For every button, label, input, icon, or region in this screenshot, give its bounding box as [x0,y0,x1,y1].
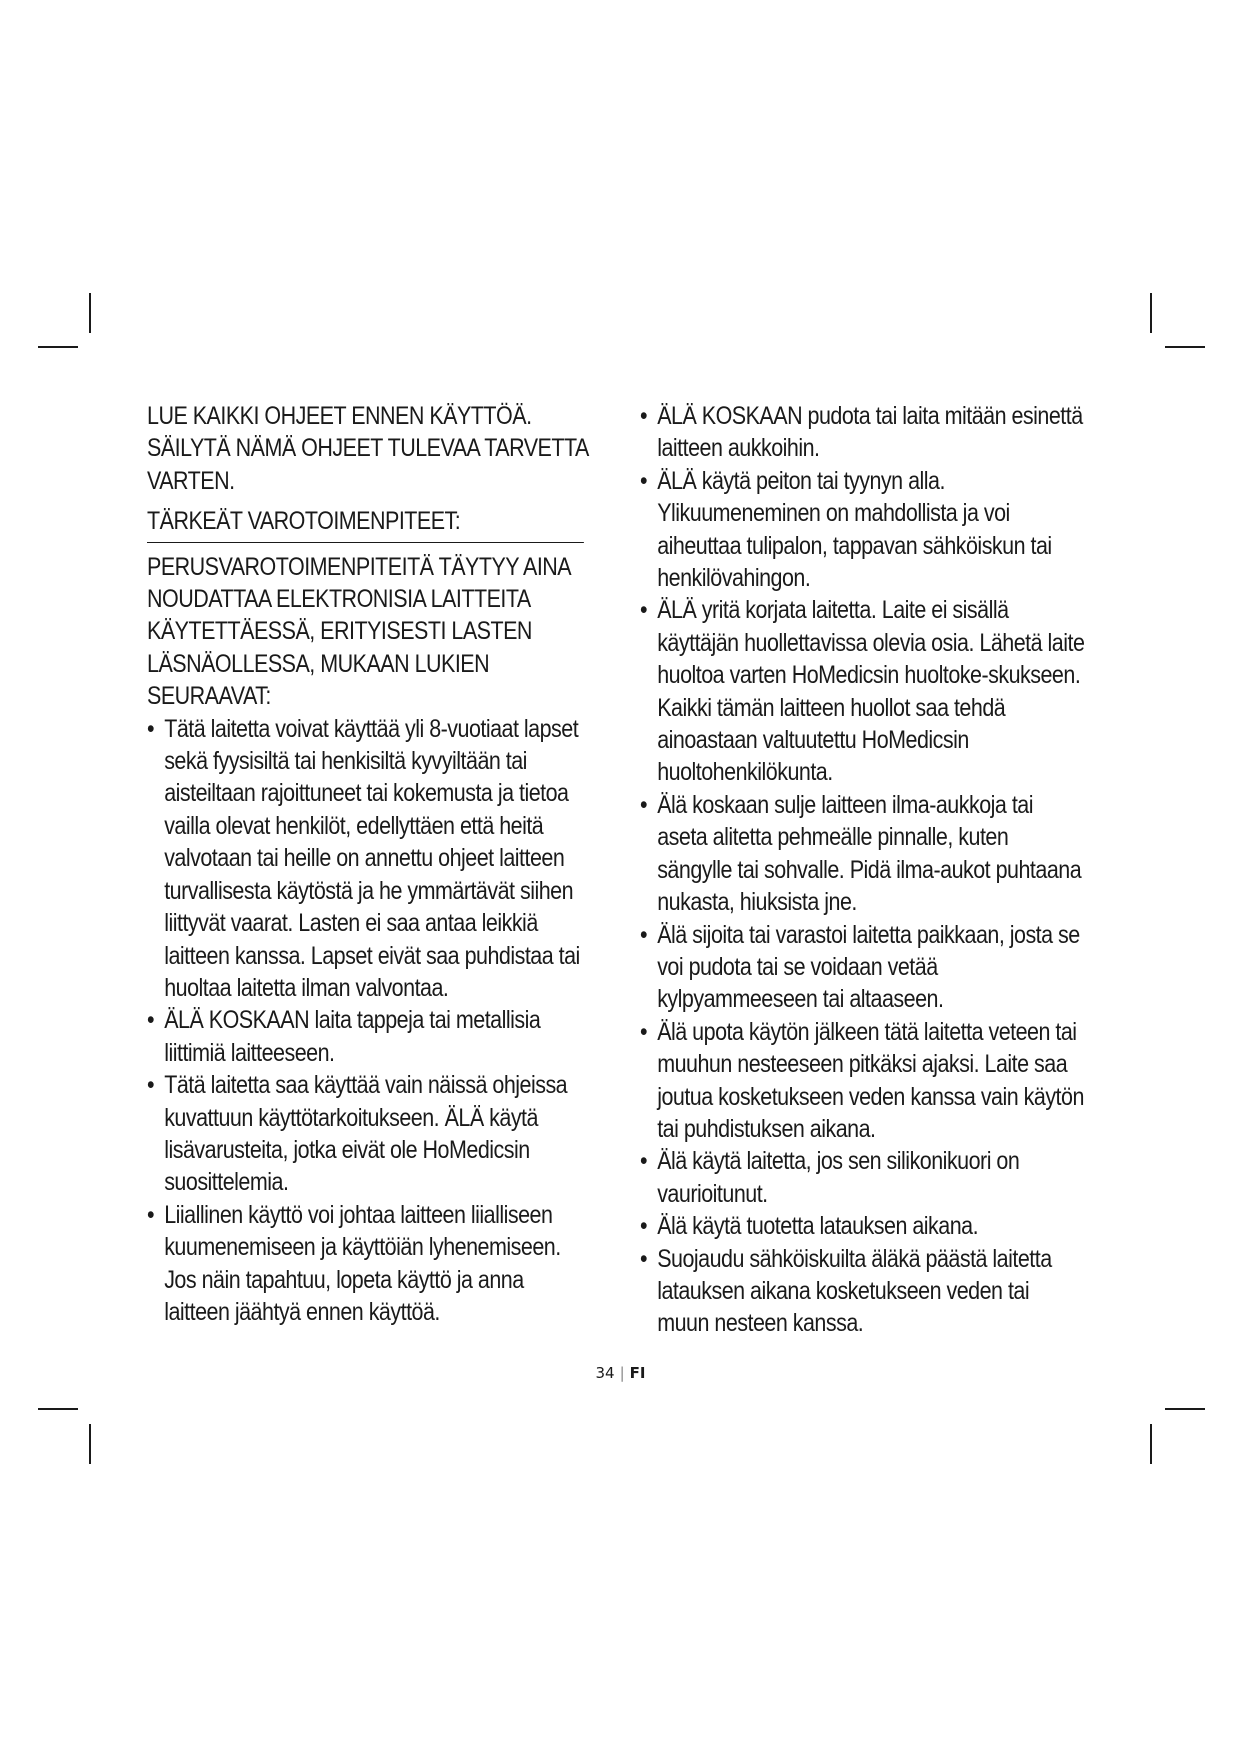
list-item: • Liiallinen käyttö voi johtaa laitteen liialliseen kuumenemiseen ja käyttöiän lyhenemiseen. Jos näin tapahtuu, lopeta käyttö ja anna laitteen jäähtyä ennen käyttöä. [147,1200,561,1326]
crop-mark-bottom-left-vertical [89,1424,91,1464]
bullet-icon: • [640,402,648,430]
page-number: 34 [595,1364,615,1382]
bullet-icon: • [147,1071,155,1100]
crop-mark-top-left-vertical [89,293,91,333]
page-footer [0,1364,1241,1382]
list-item: • Älä käytä laitetta, jos sen silikonikuori on vaurioitunut. [640,1147,1020,1208]
list-item: • ÄLÄ käytä peiton tai tyynyn alla. Ylikuumeneminen on mahdollista ja voi aiheuttaa tulipalon, tappavan sähköiskun tai henkilövahingon. [640,466,1052,593]
bullet-icon: • [640,1147,648,1176]
language-code: FI [629,1364,646,1382]
footer-separator: | [619,1364,625,1382]
bullet-icon: • [640,920,648,949]
crop-mark-bottom-right-horizontal [1165,1408,1205,1410]
list-item: • Suojaudu sähköiskuilta äläkä päästä laitetta latauksen aikana kosketukseen veden tai muun nesteen kanssa. [640,1244,1052,1338]
list-item: • ÄLÄ KOSKAAN laita tappeja tai metallisia liittimiä laitteeseen. [147,1006,541,1067]
list-item: • Tätä laitetta saa käyttää vain näissä ohjeissa kuvattuun käyttötarkoitukseen. ÄLÄ käytä lisävarusteita, jotka eivät ole HoMedicsin suosittelemia. [147,1071,568,1197]
bullet-icon: • [147,1200,155,1229]
bullet-icon: • [147,1006,155,1035]
bullet-icon: • [640,466,648,495]
right-bullet-list [640,400,1085,1340]
crop-mark-bottom-right-vertical [1150,1424,1152,1464]
list-item: • ÄLÄ yritä korjata laitetta. Laite ei sisällä käyttäjän huollettavissa olevia osia. Lähetä laite huoltoa varten HoMedicsin huoltoke-skukseen. Kaikki tämän laitteen huollot saa tehdä ainoastaan valtuutettu HoMedicsin huoltohenkilökunta. [640,596,1085,787]
list-item: • Tätä laitetta voivat käyttää yli 8-vuotiaat lapset sekä fyysisiltä tai henkisiltä kyvyiltään tai aisteiltaan rajoittuneet tai kokemusta ja tietoa vailla olevat henkilöt, edellyttäen että heitä valvotaan tai heille on annettu ohjeet laitteen turvallisesta käytöstä ja he ymmärtävät siihen liittyvät vaarat. Lasten ei saa antaa leikkiä laitteen kanssa. Lapset eivät saa puhdistaa tai huoltaa laitetta ilman valvontaa. [147,714,580,1002]
bullet-icon: • [640,596,648,625]
list-item: • ÄLÄ KOSKAAN pudota tai laita mitään esinettä laitteen aukkoihin. [640,402,1083,463]
bullet-icon: • [640,1244,648,1273]
crop-mark-bottom-left-horizontal [38,1408,78,1410]
list-item: • Älä käytä tuotetta latauksen aikana. [640,1210,1085,1242]
left-column [147,400,592,1328]
list-item: • Älä sijoita tai varastoi laitetta paikkaan, josta se voi pudota tai se voidaan vetää kylpyammeeseen tai altaaseen. [640,920,1080,1014]
precautions-heading: TÄRKEÄT VAROTOIMENPITEET: [147,505,584,542]
crop-mark-top-right-horizontal [1165,346,1205,348]
list-item: • Älä upota käytön jälkeen tätä laitetta veteen tai muuhun nesteeseen pitkäksi ajaksi. Laite saa joutua kosketukseen veden kanssa vain käytön tai puhdistuksen aikana. [640,1017,1084,1143]
bullet-icon: • [640,1017,648,1046]
list-item: • Älä koskaan sulje laitteen ilma-aukkoja tai aseta alitetta pehmeälle pinnalle, kuten sängylle tai sohvalle. Pidä ilma-aukot puhtaana nukasta, hiuksista jne. [640,790,1082,917]
bullet-icon: • [147,714,155,743]
crop-mark-top-left-horizontal [38,346,78,348]
right-column [640,400,1085,1340]
left-bullet-list [147,713,592,1329]
bullet-icon: • [640,1212,648,1241]
basic-precautions-notice: PERUSVAROTOIMENPITEITÄ TÄYTYY AINA NOUDATTAA ELEKTRONISIA LAITTEITA KÄYTETTÄESSÄ, ERITYISESTI LASTEN LÄSNÄOLLESSA, MUKAAN LUKIEN SEURAAVAT: [147,552,570,711]
bullet-icon: • [640,790,648,819]
crop-mark-top-right-vertical [1150,293,1152,333]
instructions-heading: LUE KAIKKI OHJEET ENNEN KÄYTTÖÄ. SÄILYTÄ NÄMÄ OHJEET TULEVAA TARVETTA VARTEN. [147,402,588,495]
